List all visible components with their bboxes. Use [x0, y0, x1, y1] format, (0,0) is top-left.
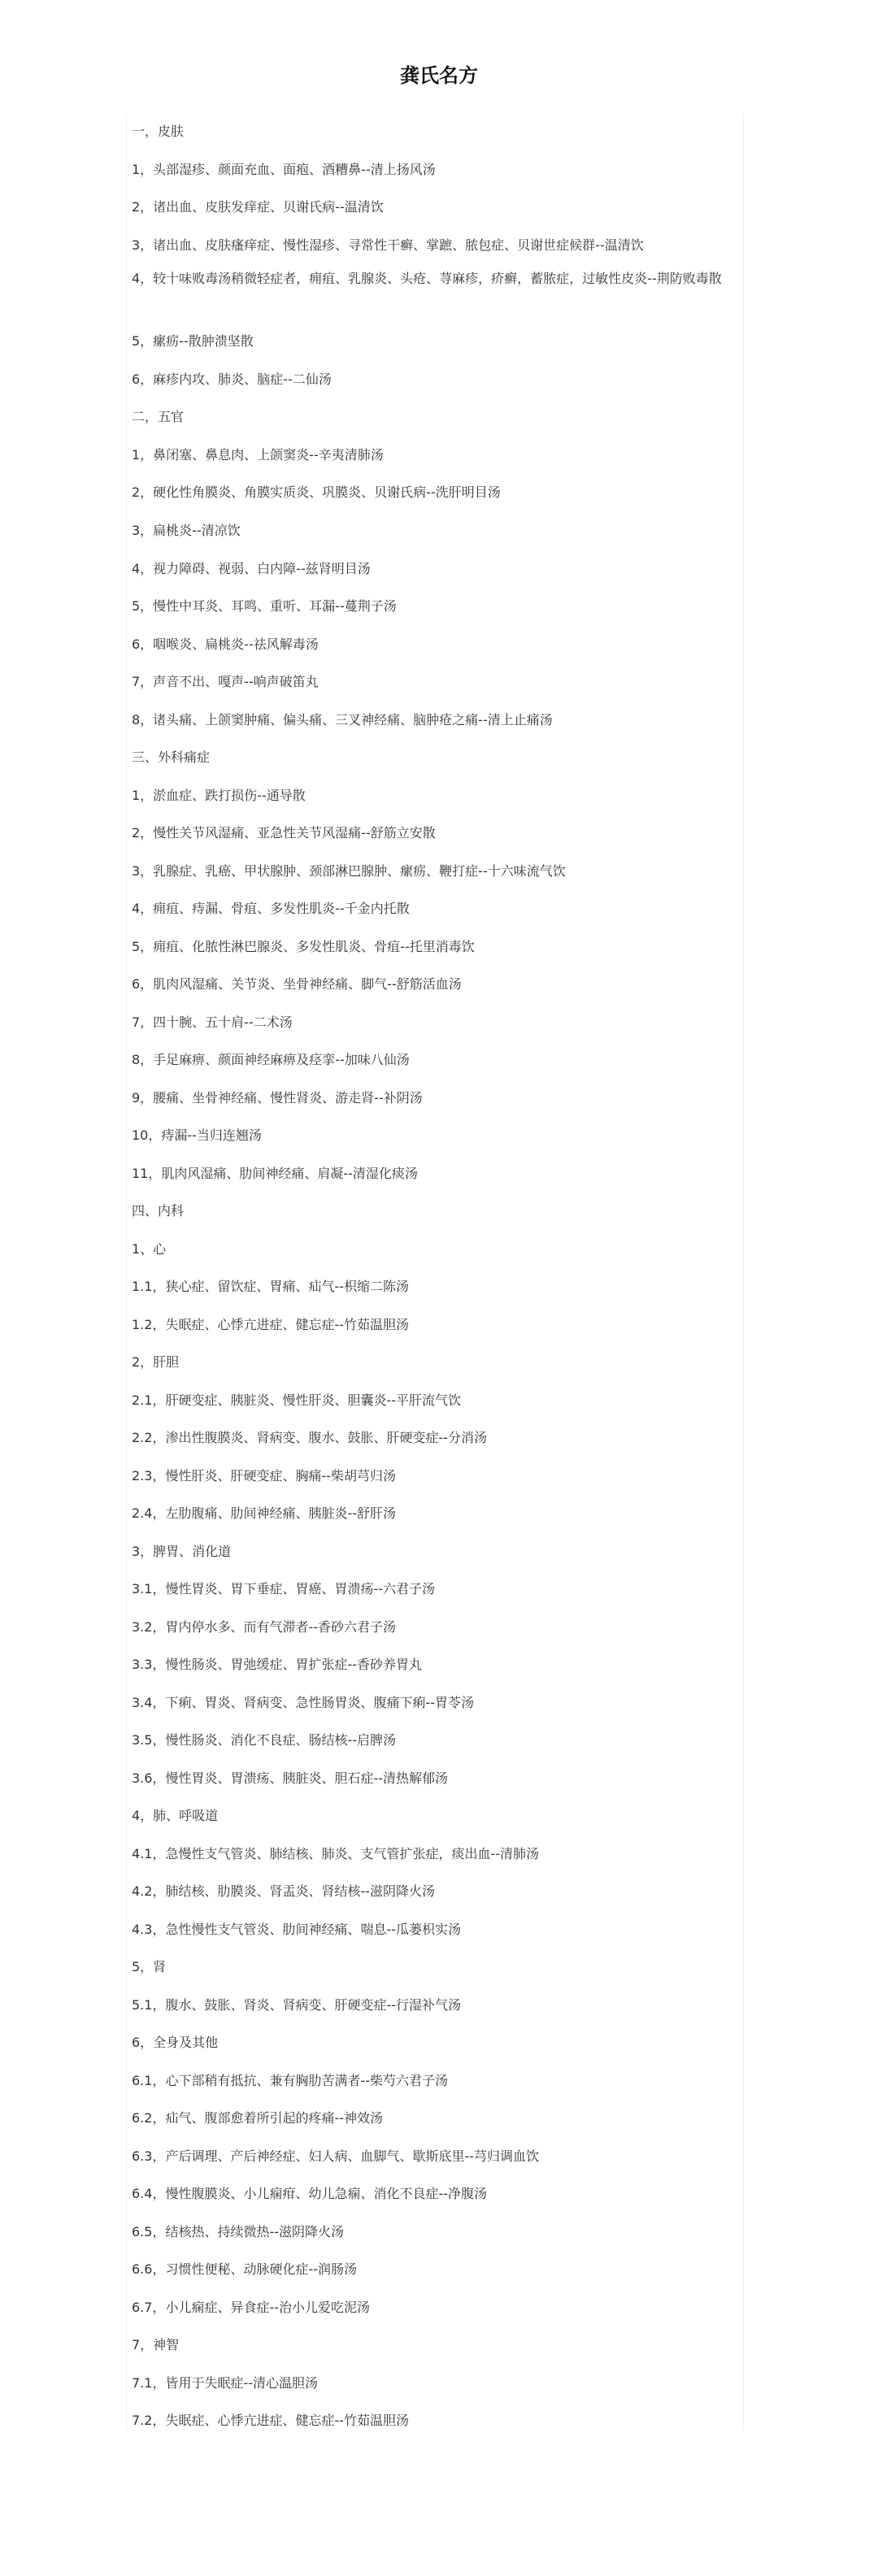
- list-item: 1、心: [132, 1241, 167, 1257]
- list-item: 5，慢性中耳炎、耳鸣、重听、耳漏--蔓荆子汤: [132, 598, 397, 614]
- list-item: 3.6，慢性胃炎、胃溃疡、胰脏炎、胆石症--清热解郁汤: [132, 1770, 448, 1786]
- list-item: 2.1，肝硬变症、胰脏炎、慢性肝炎、胆囊炎--平肝流气饮: [132, 1392, 461, 1408]
- list-item: 2.3，慢性肝炎、肝硬变症、胸痛--柴胡芎归汤: [132, 1468, 396, 1483]
- list-item: 6，肌肉风湿痛、关节炎、坐骨神经痛、脚气--舒筋活血汤: [132, 976, 462, 992]
- list-item: 4.2，肺结核、肋膜炎、肾盂炎、肾结核--滋阴降火汤: [132, 1883, 435, 1899]
- list-item: 6.3，产后调理、产后神经症、妇人病、血脚气、歇斯底里--芎归调血饮: [132, 2148, 539, 2164]
- list-item: 5，肾: [132, 1959, 167, 1974]
- list-item: 1，鼻闭塞、鼻息肉、上颌窦炎--辛夷清肺汤: [132, 447, 384, 463]
- page-title: 龚氏名方: [400, 64, 478, 87]
- list-item: 6.2，疝气、腹部愈着所引起的疼痛--神效汤: [132, 2110, 383, 2126]
- list-item: 10，痔漏--当归连翘汤: [132, 1127, 262, 1143]
- list-item: 3.3，慢性肠炎、胃弛缓症、胃扩张症--香砂养胃丸: [132, 1657, 422, 1672]
- list-item: 3.2，胃内停水多、而有气滞者--香砂六君子汤: [132, 1619, 396, 1635]
- list-item: 3.1，慢性胃炎、胃下垂症、胃癌、胃溃疡--六君子汤: [132, 1581, 435, 1596]
- list-item: 1，头部湿疹、颜面充血、面疱、酒糟鼻--清上扬风汤: [132, 162, 436, 177]
- list-item: 7.1，皆用于失眠症--清心温胆汤: [132, 2375, 318, 2391]
- list-item: 6，咽喉炎、扁桃炎--祛风解毒汤: [132, 636, 319, 652]
- list-item: 3，乳腺症、乳癌、甲状腺肿、颈部淋巴腺肿、瘰疬、鞭打症--十六味流气饮: [132, 863, 566, 879]
- list-item: 3，诸出血、皮肤瘙痒症、慢性湿疹、寻常性干癣、掌蹠、脓包症、贝谢世症候群--温清饮: [132, 237, 644, 253]
- list-item: 二，五官: [132, 409, 185, 424]
- list-item: 一，皮肤: [132, 124, 185, 139]
- list-item: 6.1，心下部稍有抵抗、兼有胸肋苦满者--柴芍六君子汤: [132, 2073, 448, 2088]
- list-item: 4.1，急慢性支气管炎、肺结核、肺炎、支气管扩张症，痰出血--清肺汤: [132, 1846, 539, 1861]
- list-item: 1，淤血症、跌打损伤--通导散: [132, 788, 306, 803]
- list-item: 4，较十味败毒汤稍微轻症者，痈疽、乳腺炎、头疮、荨麻疹，疥癣，蓄脓症，过敏性皮炎--荆防败毒散: [132, 271, 722, 286]
- list-item: 11，肌肉风湿痛、肋间神经痛、肩凝--清湿化痰汤: [132, 1166, 418, 1181]
- list-item: 1.1，狭心症、留饮症、胃痛、疝气--枳缩二陈汤: [132, 1279, 409, 1294]
- list-item: 1.2，失眠症、心悸亢进症、健忘症--竹茹温胆汤: [132, 1317, 409, 1332]
- list-item: 6.6，习惯性便秘、动脉硬化症--润肠汤: [132, 2261, 357, 2277]
- list-item: 3.5，慢性肠炎、消化不良症、肠结核--启脾汤: [132, 1732, 396, 1748]
- list-item: 8，诸头痛、上颌窦肿痛、偏头痛、三叉神经痛、脑肿疮之痛--清上止痛汤: [132, 712, 553, 728]
- list-item: 5，痈疽、化脓性淋巴腺炎、多发性肌炎、骨疽--托里消毒饮: [132, 939, 475, 954]
- list-item: 7，四十腕、五十肩--二术汤: [132, 1014, 293, 1030]
- list-item: 4.3，急性慢性支气管炎、肋间神经痛、喘息--瓜蒌枳实汤: [132, 1922, 461, 1937]
- list-item: 7，神智: [132, 2337, 180, 2352]
- list-item: 4，视力障碍、视弱、白内障--兹肾明目汤: [132, 561, 371, 576]
- list-item: 三、外科痛症: [132, 749, 211, 765]
- list-item: 5，瘰疬--散肿溃坚散: [132, 333, 254, 349]
- list-item: 2.2，渗出性腹膜炎、肾病变、腹水、鼓胀、肝硬变症--分消汤: [132, 1430, 487, 1445]
- list-item: 9，腰痛、坐骨神经痛、慢性肾炎、游走肾--补阴汤: [132, 1090, 423, 1106]
- list-item: 3，扁桃炎--清凉饮: [132, 523, 241, 538]
- list-item: 2，硬化性角膜炎、角膜实质炎、巩膜炎、贝谢氏病--洗肝明目汤: [132, 484, 501, 500]
- list-item: 6.5，结核热、持续微热--滋阴降火汤: [132, 2224, 344, 2239]
- list-item: 6.4，慢性腹膜炎、小儿痫疳、幼儿急痫、消化不良症--净腹汤: [132, 2186, 487, 2201]
- list-item: 6，麻疹内攻、肺炎、脑症--二仙汤: [132, 371, 332, 387]
- list-item: 4，肺、呼吸道: [132, 1808, 219, 1823]
- list-item: 3，脾胃、消化道: [132, 1544, 232, 1559]
- list-item: 4，痈疽、痔漏、骨疽、多发性肌炎--千金内托散: [132, 901, 410, 916]
- list-item: 7，声音不出、嘎声--响声破笛丸: [132, 674, 319, 689]
- list-item: 2，肝胆: [132, 1354, 180, 1370]
- list-item: 8，手足麻痹、颜面神经麻痹及痉挛--加味八仙汤: [132, 1052, 410, 1067]
- list-item: 3.4，下痢、胃炎、肾病变、急性肠胃炎、腹痛下痢--胃苓汤: [132, 1695, 474, 1710]
- list-item: 2，诸出血、皮肤发痒症、贝谢氏病--温清饮: [132, 199, 384, 215]
- list-item: 2.4，左肋腹痛、肋间神经痛、胰脏炎--舒肝汤: [132, 1505, 396, 1521]
- list-item: 7.2，失眠症、心悸亢进症、健忘症--竹茹温胆汤: [132, 2413, 409, 2428]
- list-item: 5.1，腹水、鼓胀、肾炎、肾病变、肝硬变症--行湿补气汤: [132, 1997, 461, 2013]
- list-item: 四、内科: [132, 1203, 185, 1218]
- list-item: 6，全身及其他: [132, 2035, 219, 2050]
- list-item: 2，慢性关节风湿痛、亚急性关节风湿痛--舒筋立安散: [132, 825, 436, 841]
- list-item: 6.7，小儿痫症、异食症--治小儿爱吃泥汤: [132, 2300, 370, 2315]
